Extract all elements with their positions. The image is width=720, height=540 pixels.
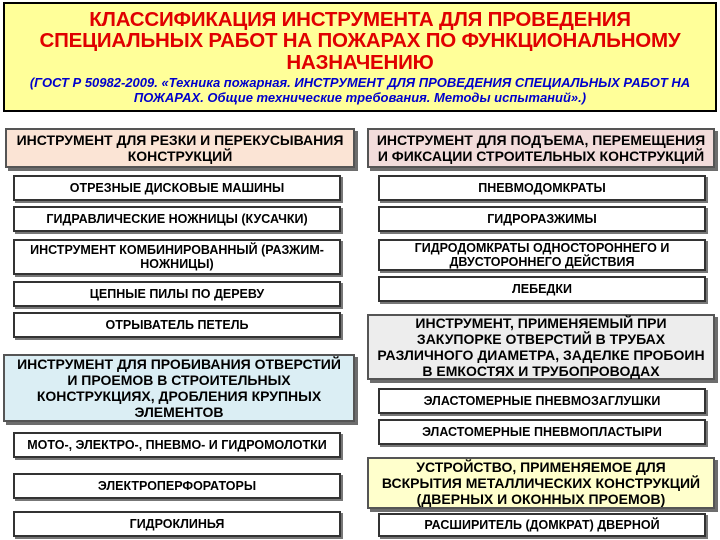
item-door-spreader: РАСШИРИТЕЛЬ (ДОМКРАТ) ДВЕРНОЙ [378,513,706,537]
item-pneumatic-plugs: ЭЛАСТОМЕРНЫЕ ПНЕВМОЗАГЛУШКИ [378,388,706,414]
category-lifting: ИНСТРУМЕНТ ДЛЯ ПОДЪЕМА, ПЕРЕМЕЩЕНИЯ И ФИКСАЦИИ СТРОИТЕЛЬНЫХ КОНСТРУКЦИЙ [367,128,715,168]
item-combined-tool: ИНСТРУМЕНТ КОМБИНИРОВАННЫЙ (РАЗЖИМ-НОЖНИЦЫ) [13,239,341,275]
item-winches: ЛЕБЕДКИ [378,276,706,302]
header-panel [3,2,717,112]
category-opening: УСТРОЙСТВО, ПРИМЕНЯЕМОЕ ДЛЯ ВСКРЫТИЯ МЕТАЛЛИЧЕСКИХ КОНСТРУКЦИЙ (ДВЕРНЫХ И ОКОННЫХ ПРОЕМОВ) [367,457,715,509]
item-pneumatic-jacks: ПНЕВМОДОМКРАТЫ [378,175,706,201]
category-breaking: ИНСТРУМЕНТ ДЛЯ ПРОБИВАНИЯ ОТВЕРСТИЙ И ПРОЕМОВ В СТРОИТЕЛЬНЫХ КОНСТРУКЦИЯХ, ДРОБЛЕНИЯ КРУПНЫХ ЭЛЕМЕНТОВ [3,354,355,422]
category-sealing: ИНСТРУМЕНТ, ПРИМЕНЯЕМЫЙ ПРИ ЗАКУПОРКЕ ОТВЕРСТИЙ В ТРУБАХ РАЗЛИЧНОГО ДИАМЕТРА, ЗАДЕЛКЕ ПРОБОИН В ЕМКОСТЯХ И ТРУБОПРОВОДАХ [367,314,715,380]
item-pneumatic-patches: ЭЛАСТОМЕРНЫЕ ПНЕВМОПЛАСТЫРИ [378,419,706,445]
category-cutting: ИНСТРУМЕНТ ДЛЯ РЕЗКИ И ПЕРЕКУСЫВАНИЯ КОНСТРУКЦИЙ [5,128,355,168]
page-title: КЛАССИФИКАЦИЯ ИНСТРУМЕНТА ДЛЯ ПРОВЕДЕНИЯ СПЕЦИАЛЬНЫХ РАБОТ НА ПОЖАРАХ ПО ФУНКЦИОНАЛЬНОМУ НАЗНАЧЕНИЮ [39,7,681,74]
item-hinge-breaker: ОТРЫВАТЕЛЬ ПЕТЕЛЬ [13,312,341,338]
item-hydraulic-spreaders: ГИДРОРАЗЖИМЫ [378,206,706,232]
item-chain-saws: ЦЕПНЫЕ ПИЛЫ ПО ДЕРЕВУ [13,281,341,307]
item-rotary-hammers: ЭЛЕКТРОПЕРФОРАТОРЫ [13,473,341,499]
item-hammers: МОТО-, ЭЛЕКТРО-, ПНЕВМО- И ГИДРОМОЛОТКИ [13,432,341,458]
item-disc-cutters: ОТРЕЗНЫЕ ДИСКОВЫЕ МАШИНЫ [13,175,341,201]
item-hydraulic-jacks: ГИДРОДОМКРАТЫ ОДНОСТОРОННЕГО И ДВУСТОРОННЕГО ДЕЙСТВИЯ [378,239,706,271]
page-subtitle: (ГОСТ Р 50982-2009. «Техника пожарная. ИНСТРУМЕНТ ДЛЯ ПРОВЕДЕНИЯ СПЕЦИАЛЬНЫХ РАБОТ НА ПОЖАРАХ. Общие технические требования. Методы испытаний».) [29,75,691,105]
item-hydraulic-wedges: ГИДРОКЛИНЬЯ [13,511,341,537]
item-hydraulic-shears: ГИДРАВЛИЧЕСКИЕ НОЖНИЦЫ (КУСАЧКИ) [13,206,341,232]
